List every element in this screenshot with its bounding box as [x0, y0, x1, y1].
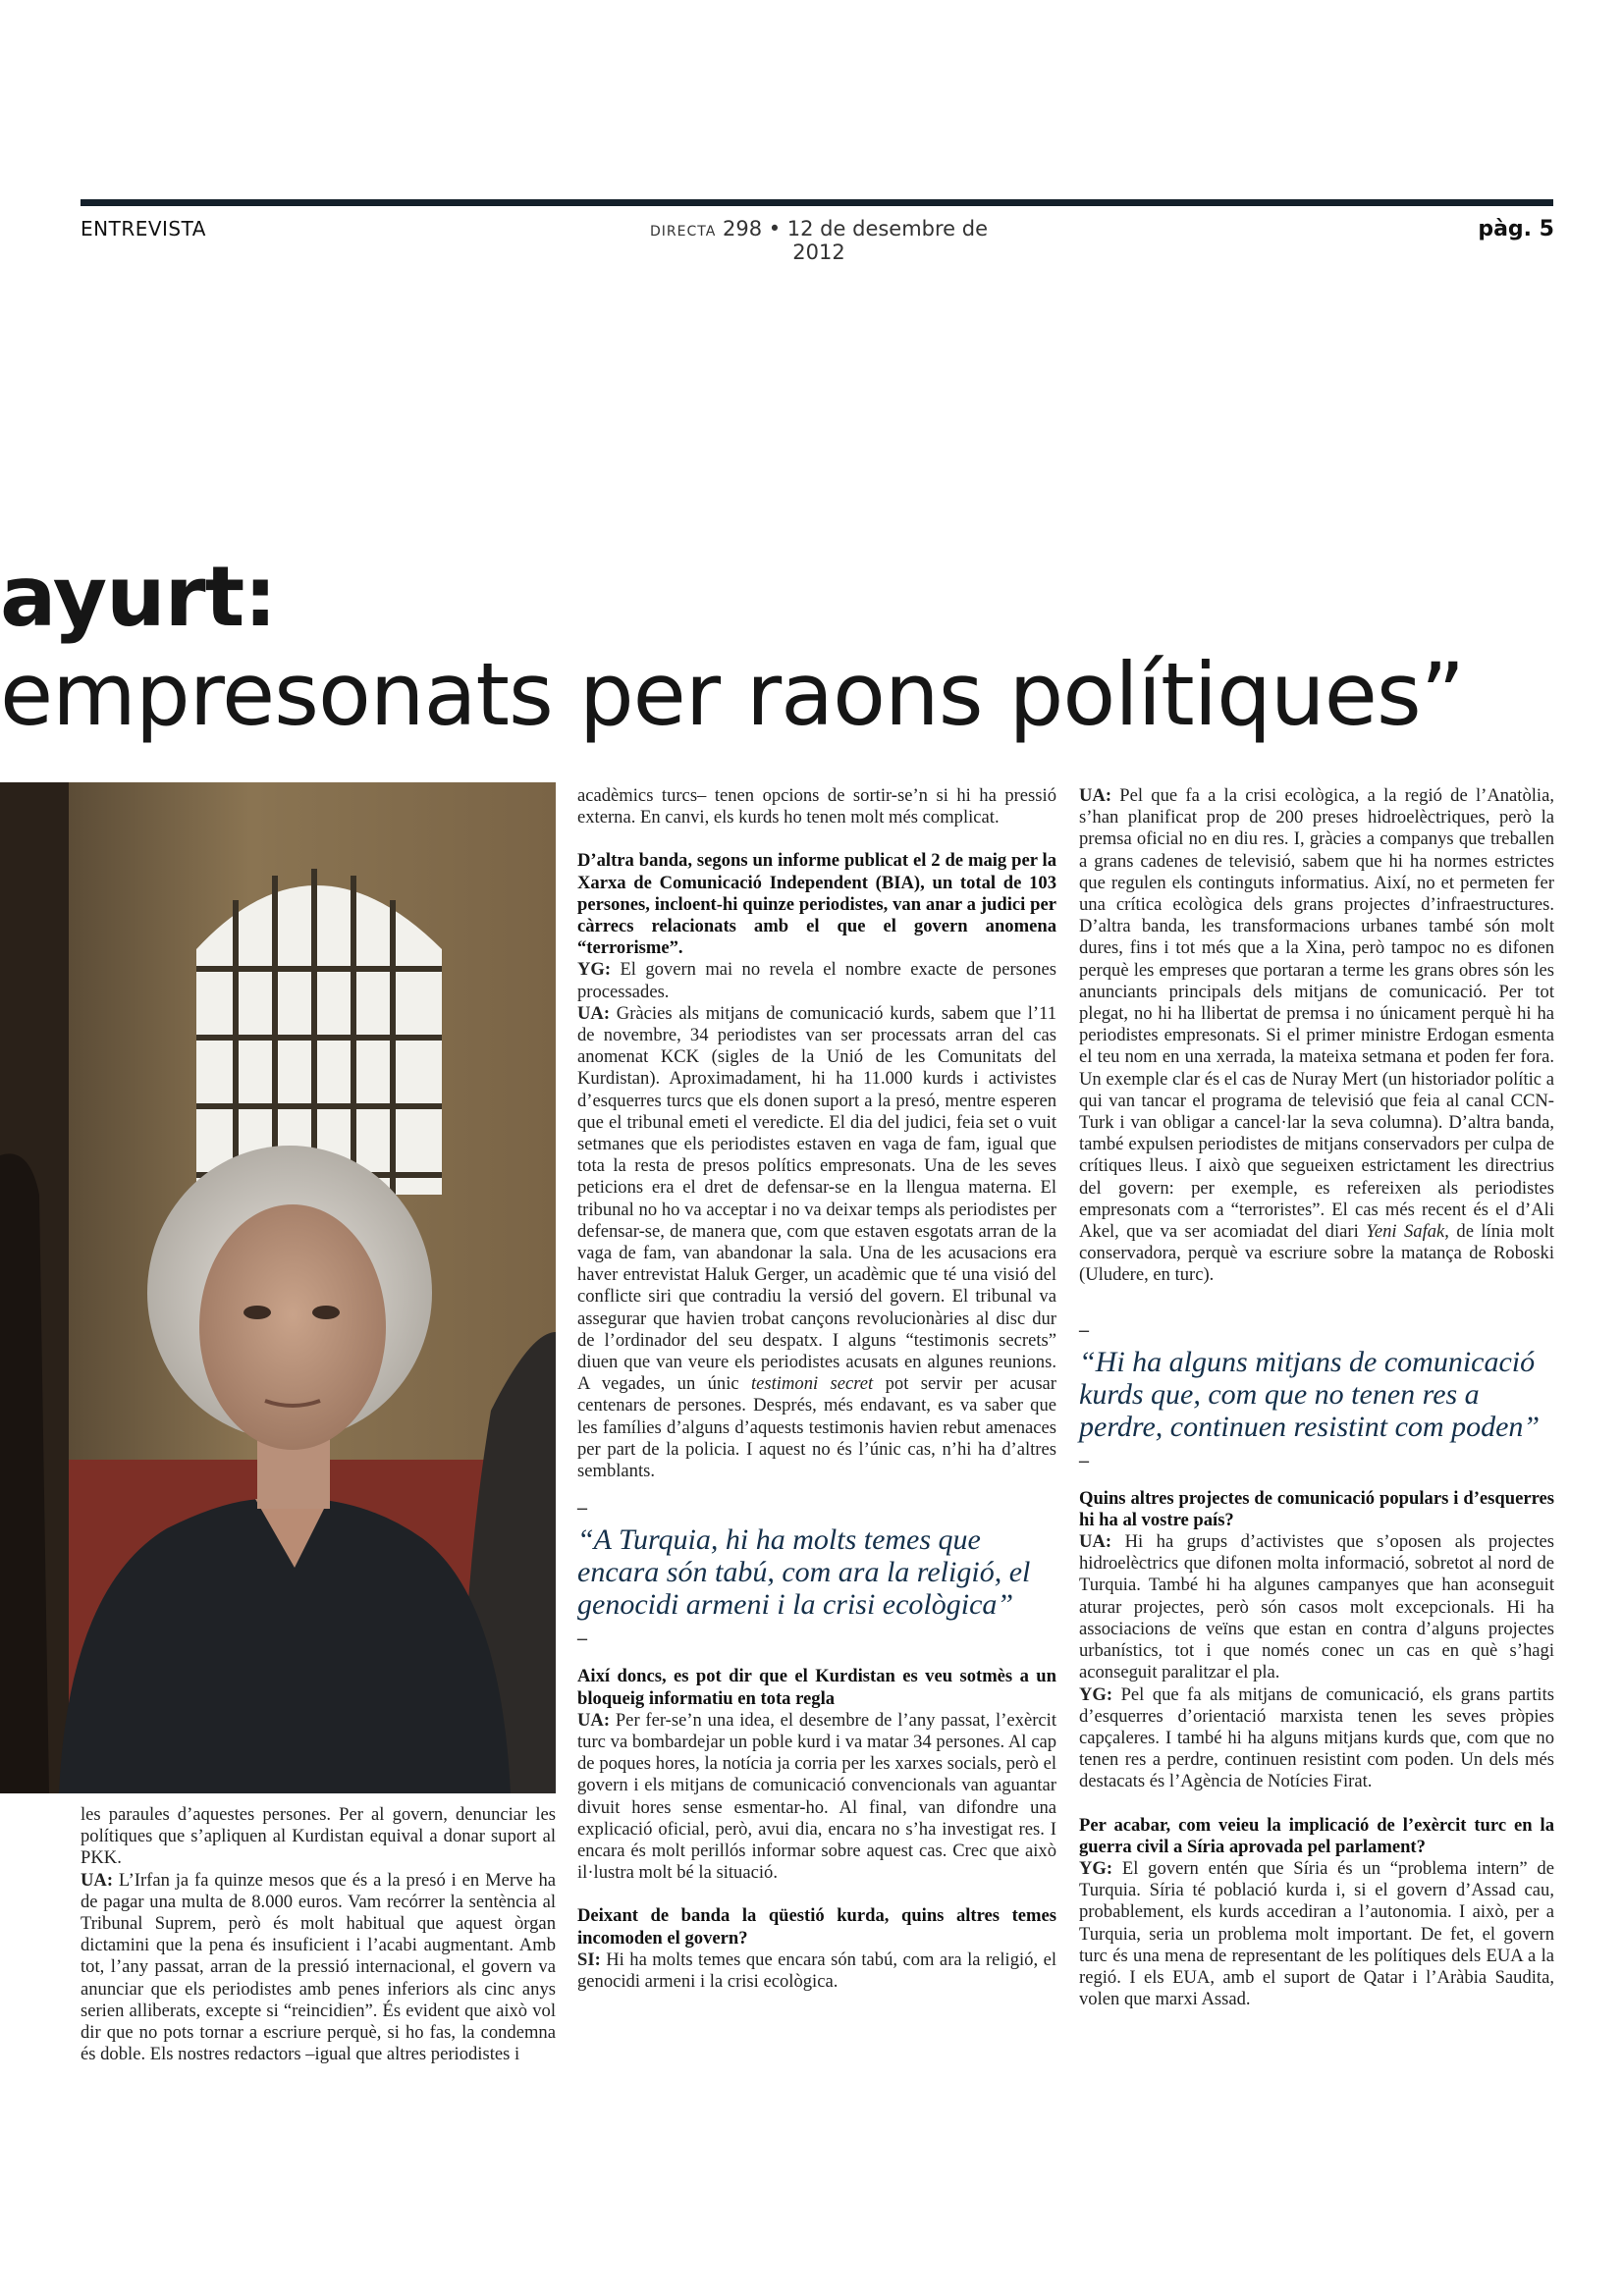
- pull-quote: [577, 1498, 1056, 1648]
- answer-paragraph: [577, 959, 1056, 1002]
- answer-paragraph: [577, 1710, 1056, 1885]
- answer-paragraph: [81, 1870, 556, 2066]
- portrait-photo: [0, 782, 556, 1793]
- speaker-label: UA:: [81, 1869, 114, 1891]
- article-column-2: [577, 785, 1056, 1993]
- answer-paragraph: [577, 1949, 1056, 1993]
- headline-line1: ayurt:: [0, 549, 277, 646]
- speaker-label: YG:: [1079, 1857, 1113, 1879]
- pull-quote-dash: –: [577, 1628, 587, 1650]
- answer-text: L’Irfan ja fa quinze mesos que és a la presó i en Merve ha de pagar una multa de 8.000 euros. Vam recórrer la sentència al Tribunal Suprem, però és molt habitual que aquest òrgan dictamini que la pena és insuficient i l’acabi augmentant. Amb tot, l’any passat, arran de la pressió internacional, el govern va anunciar que els periodistes amb penes inferiors als cinc anys serien alliberats, excepte si “reincidien”. És evident que això vol dir que no pots tornar a escriure perquè, si ho fas, la condemna és doble. Els nostres redactors –igual que altres periodistes i: [81, 1869, 556, 2065]
- answer-paragraph: [1079, 785, 1554, 1287]
- interview-question: Així doncs, es pot dir que el Kurdistan es veu sotmès a un bloqueig informatiu en tota regla: [577, 1666, 1056, 1709]
- interview-question: Deixant de banda la qüestió kurda, quins altres temes incomoden el govern?: [577, 1905, 1056, 1949]
- speaker-label: UA:: [1079, 785, 1112, 806]
- pull-quote-dash: –: [1079, 1318, 1089, 1341]
- article-column-1: [81, 1804, 556, 2065]
- spacer: [1079, 1793, 1554, 1815]
- italic-term: testimoni secret: [750, 1373, 874, 1395]
- pull-quote-text: “A Turquia, hi ha molts temes que encara són tabú, com ara la religió, el genocidi armeni i la crisi ecològica”: [577, 1523, 1031, 1622]
- issue-info: [642, 217, 996, 264]
- issue-prefix: DIRECTA: [649, 224, 717, 240]
- answer-text: pot servir per acusar centenars de persones. Després, més endavant, es va saber que les famílies d’alguns d’aquests testimonis havien rebut amenaces per part de la policia. I aquest no és l’únic cas, n’hi ha d’altres semblants.: [577, 1373, 1056, 1482]
- portrait-illustration: [0, 782, 556, 1793]
- answer-text: El govern entén que Síria és un “problema intern” de Turquia. Síria té població kurda i, si el govern d’Assad cau, probablement, els kurds accediran a l’autonomia. I això, per a Turquia, seria un problema molt important. De fet, el govern turc és una mena de representant de les polítiques dels EUA a la regió. I els EUA, amb el suport de Qatar i l’Aràbia Saudita, volen que marxi Assad.: [1079, 1857, 1554, 2010]
- speaker-label: SI:: [577, 1949, 601, 1970]
- answer-text: Gràcies als mitjans de comunicació kurds, sabem que l’11 de novembre, 34 periodistes van ser processats arran del cas anomenat KCK (sigles de la Unió de les Comunitats del Kurdistan). Aproximadament, hi ha 11.000 kurds i activistes d’esquerres turcs que els donen suport a la presó, mentre esperen que el tribunal emeti el veredicte. El dia del judici, feia set o vuit setmanes que els periodistes estaven en vaga de fam, igual que tota la resta de presos polítics empresonats. Una de les seves peticions era el dret de defensar-se en la llengua materna. El tribunal no ho va acceptar i no va deixar temps als periodistes per defensar-se, de manera que, com que estaven esgotats arran de la vaga de fam, van abandonar la sala. Una de les acusacions era haver entrevistat Haluk Gerger, un acadèmic que té una visió del conflicte siri que contradiu la versió del govern. El tribunal va assegurar que havien trobat cançons revolucionàries al disc dur de l’ordinador del seu despatx. I alguns “testimonis secrets” diuen que van veure els periodistes acusats en algunes reunions. A vegades, un únic: [577, 1002, 1056, 1395]
- interview-question: D’altra banda, segons un informe publicat el 2 de maig per la Xarxa de Comunicació Independent (BIA), un total de 103 persones, incloent-hi quinze periodistes, van anar a judici per càrrecs relacionats amb el que el govern anomena “terrorisme”.: [577, 850, 1056, 959]
- headline-line2: empresonats per raons polítiques”: [0, 644, 1465, 745]
- answer-text: El govern mai no revela el nombre exacte de persones processades.: [577, 959, 1056, 1002]
- header-rule: [81, 199, 1553, 206]
- answer-text: Hi ha grups d’activistes que s’oposen als projectes hidroelèctrics que difonen molta informació, sobretot al nord de Turquia. També hi ha algunes campanyes que han aconseguit aturar projectes, però són casos molt excepcionals. Hi ha associacions de veïns que estan en contra d’alguns projectes urbanístics, tot i que només conec un cas en què s’hagi aconseguit paralitzar el pla.: [1079, 1531, 1554, 1683]
- spacer: [577, 1884, 1056, 1905]
- pull-quote-dash: –: [577, 1497, 587, 1520]
- answer-text: Pel que fa a la crisi ecològica, a la regió de l’Anatòlia, s’han planificat prop de 200 preses hidroelèctriques, però la premsa oficial no en diu res. I, gràcies a companys que treballen a grans cadenes de televisió, sabem que hi ha normes estrictes que regulen els continguts informatius. Així, no et permeten fer una crítica ecològica dels grans projectes d’infraestructures. D’altra banda, les transformacions urbanes també són molt dures, fins i tot més que a la Xina, però tampoc no es difonen perquè les empreses que portaran a terme les grans obres són les anunciants principals dels mitjans de comunicació. Per tot plegat, no hi ha llibertat de premsa i no únicament perquè hi ha periodistes empresonats. Si el primer ministre Erdogan esmenta el teu nom en una xerrada, la mateixa setmana et poden fer fora. Un exemple clar és el cas de Nuray Mert (un historiador polític a qui van tancar el programa de televisió que feia al canal CCN-Turk i van obligar a cancel·lar la seva columna). D’altra banda, també expulsen periodistes de mitjans conservadors per culpa de crítiques lleus. I això que segueixen estrictament les directrius del govern: per exemple, es refereixen als periodistes empresonats com a “terroristes”. El cas més recent és el d’Ali Akel, que va ser acomiadat del diari: [1079, 785, 1554, 1243]
- article-column-3: [1079, 785, 1554, 2010]
- spacer: [577, 828, 1056, 850]
- paragraph: [577, 785, 1056, 828]
- section-label: ENTREVISTA: [81, 217, 206, 240]
- interview-question: Quins altres projectes de comunicació populars i d’esquerres hi ha al vostre país?: [1079, 1487, 1554, 1530]
- speaker-label: UA:: [1079, 1531, 1112, 1553]
- issue-date: 298 • 12 de desembre de 2012: [722, 217, 989, 264]
- pull-quote-text: “Hi ha alguns mitjans de comunicació kurds que, com que no tenen res a perdre, continuen resistint com poden”: [1079, 1345, 1541, 1443]
- paragraph-text: acadèmics turcs– tenen opcions de sortir-se’n si hi ha pressió externa. En canvi, els kurds ho tenen molt més complicat.: [577, 785, 1056, 828]
- answer-paragraph: [1079, 1531, 1554, 1683]
- answer-text: Per fer-se’n una idea, el desembre de l’any passat, l’exèrcit turc va bombardejar un poble kurd i va matar 34 persones. Al cap de poques hores, la notícia ja corria per les xarxes socials, però el govern i els mitjans de comunicació convencionals van aguantar divuit hores sense esmentar-ho. Al final, van difondre una explicació oficial, però, avui dia, encara no s’ha investigat res. I encara és molt perillós informar sobre aquest cas. Crec que això il·lustra molt bé la situació.: [577, 1709, 1056, 1884]
- answer-paragraph: [1079, 1858, 1554, 2010]
- interview-question: Per acabar, com veieu la implicació de l’exèrcit turc en la guerra civil a Síria aprovada pel parlament?: [1079, 1814, 1554, 1857]
- speaker-label: UA:: [577, 1709, 611, 1731]
- answer-text: Hi ha molts temes que encara són tabú, com ara la religió, el genocidi armeni i la crisi ecològica.: [577, 1949, 1056, 1992]
- answer-paragraph: [1079, 1684, 1554, 1793]
- pull-quote: [1079, 1320, 1554, 1470]
- paragraph: [81, 1804, 556, 1870]
- paragraph-text: les paraules d’aquestes persones. Per al govern, denunciar les polítiques que s’apliquen al Kurdistan equival a donar suport al PKK.: [81, 1804, 556, 1869]
- pull-quote-dash: –: [1079, 1449, 1089, 1471]
- speaker-label: UA:: [577, 1002, 611, 1024]
- answer-text: , de línia molt conservadora, perquè va escriure sobre la matança de Roboski (Uludere, en turc).: [1079, 1221, 1554, 1286]
- italic-term: Yeni Safak: [1366, 1221, 1445, 1243]
- speaker-label: YG:: [577, 959, 612, 981]
- speaker-label: YG:: [1079, 1683, 1113, 1705]
- answer-text: Pel que fa als mitjans de comunicació, els grans partits d’esquerres d’orientació marxista tenen les seves pròpies capçaleres. I també hi ha alguns mitjans kurds que, com que no tenen res a perdre, continuen resistint com poden. Un dels més destacats és l’Agència de Notícies Firat.: [1079, 1683, 1554, 1792]
- page-number: pàg. 5: [1478, 217, 1554, 241]
- answer-paragraph: [577, 1003, 1056, 1482]
